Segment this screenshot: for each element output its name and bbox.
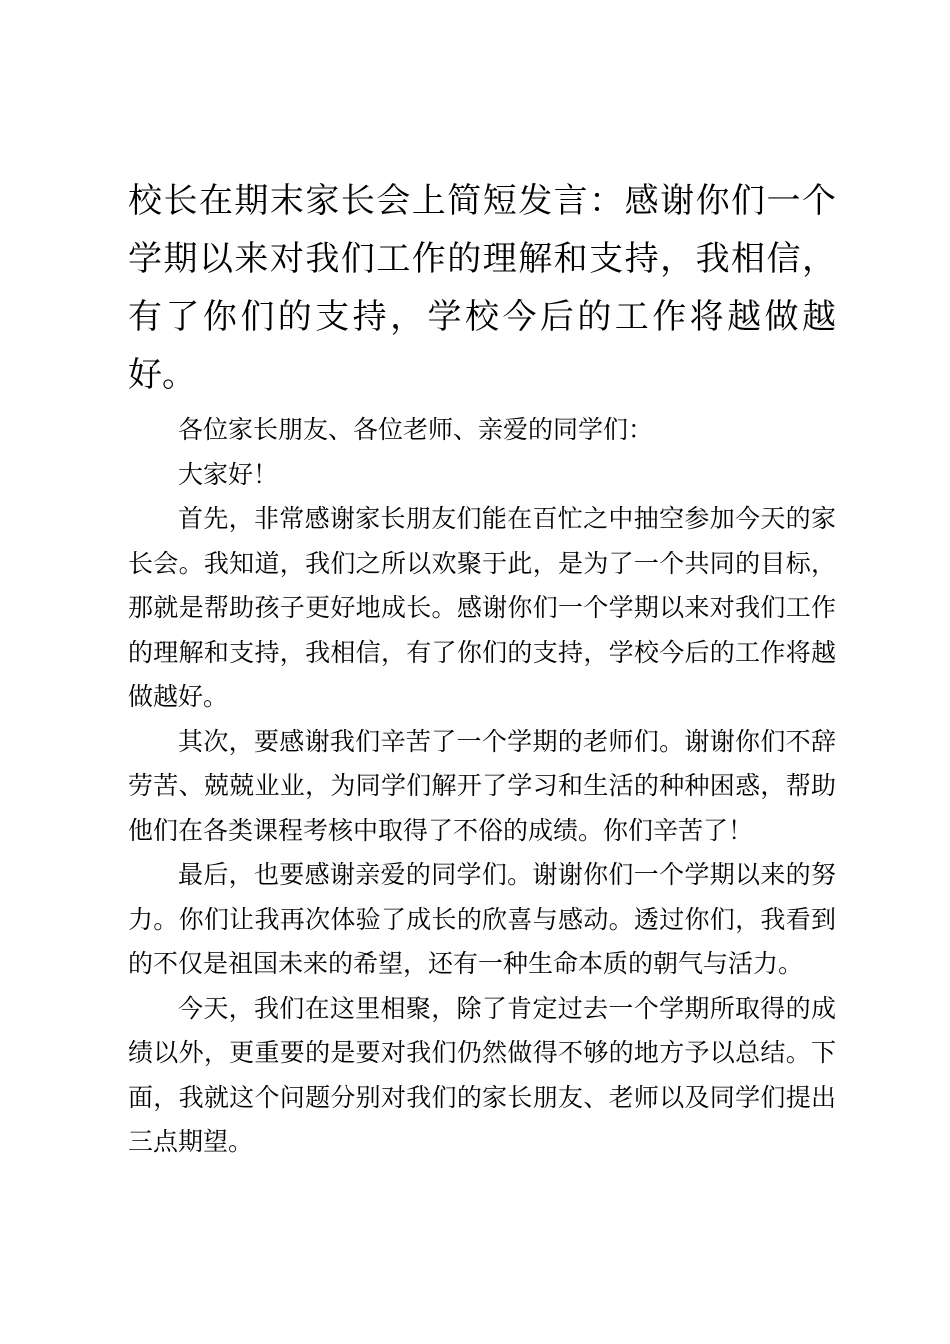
paragraph-students: 最后，也要感谢亲爱的同学们。谢谢你们一个学期以来的努力。你们让我再次体验了成长的欣喜与感动。透过你们，我看到的不仅是祖国未来的希望，还有一种生命本质的朝气与活力。 [128,860,836,978]
paragraph-expectations: 今天，我们在这里相聚，除了肯定过去一个学期所取得的成绩以外，更重要的是要对我们仍然做得不够的地方予以总结。下面，我就这个问题分别对我们的家长朋友、老师以及同学们提出三点期望。 [128,993,836,1156]
document-title: 校长在期末家长会上简短发言：感谢你们一个学期以来对我们工作的理解和支持，我相信，有了你们的支持，学校今后的工作将越做越好。 [128,181,836,395]
paragraph-parents: 首先，非常感谢家长朋友们能在百忙之中抽空参加今天的家长会。我知道，我们之所以欢聚于此，是为了一个共同的目标，那就是帮助孩子更好地成长。感谢你们一个学期以来对我们工作的理解和支持，我相信，有了你们的支持，学校今后的工作将越做越好。 [128,504,836,711]
paragraph-teachers: 其次，要感谢我们辛苦了一个学期的老师们。谢谢你们不辞劳苦、兢兢业业，为同学们解开了学习和生活的种种困惑，帮助他们在各类课程考核中取得了不俗的成绩。你们辛苦了！ [128,726,836,845]
document-page [128,172,836,1165]
salutation: 各位家长朋友、各位老师、亲爱的同学们： [178,415,654,444]
greeting-line: 大家好！ [178,459,279,489]
